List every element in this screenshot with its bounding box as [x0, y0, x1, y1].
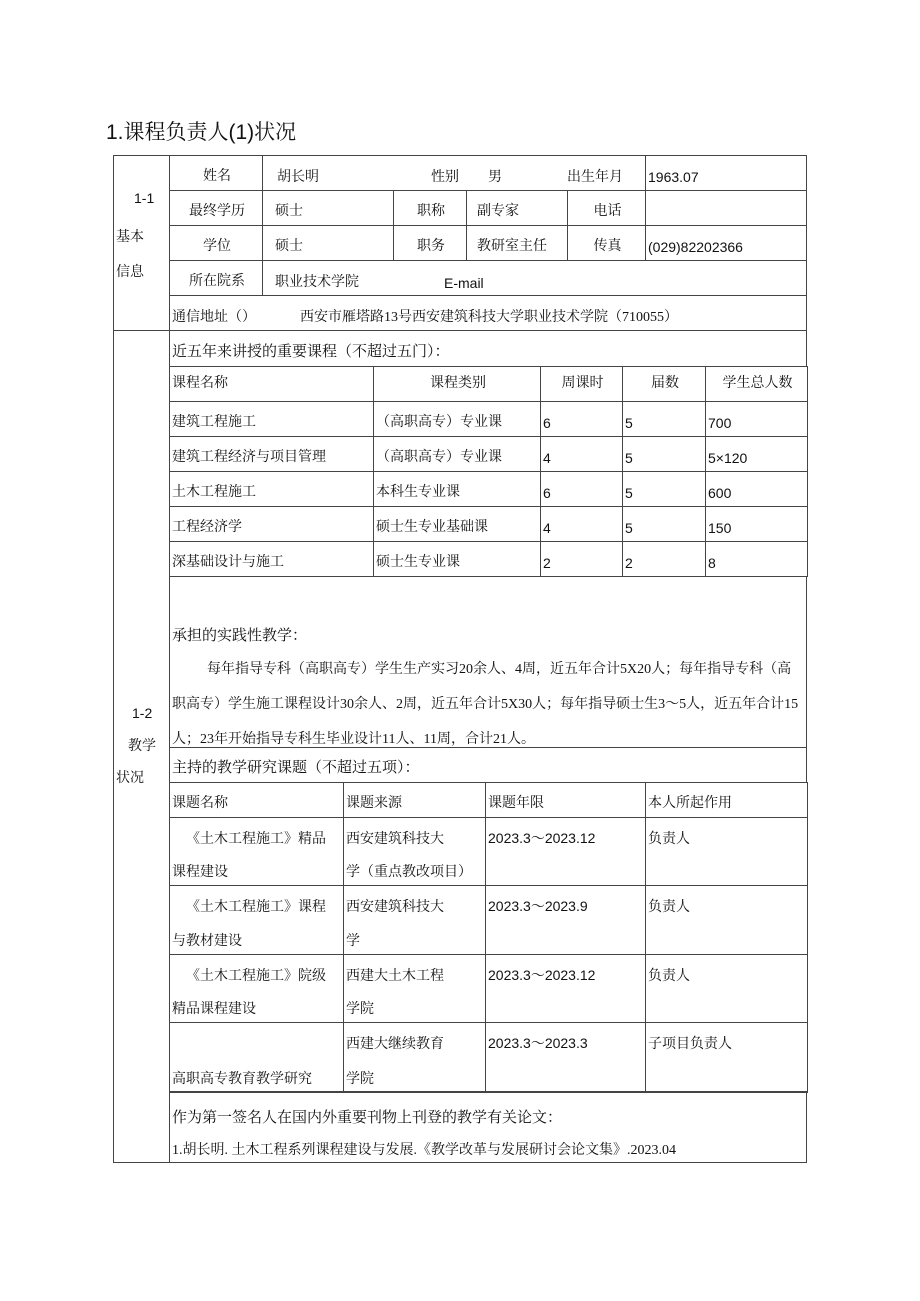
research-source-line: 学: [346, 934, 360, 949]
course-cell: 700: [705, 401, 808, 437]
birth-value: 1963.07: [645, 155, 807, 191]
research-role: 负责人: [648, 832, 690, 847]
course-header: 周课时: [540, 366, 623, 402]
dept-label: 所在院系: [169, 260, 263, 296]
position-label: 职务: [393, 225, 467, 261]
section-number: 1-1: [134, 190, 155, 206]
dept-email-cell: [262, 260, 807, 296]
research-period: 2023.3～2023.12: [488, 967, 596, 983]
course-header: 课程名称: [169, 366, 374, 402]
research-period-cell: [485, 1022, 646, 1093]
research-role: 子项目负责人: [648, 1037, 732, 1052]
name-value: 胡长明: [277, 170, 319, 185]
practice-heading: 承担的实践性教学：: [172, 628, 308, 644]
research-period-cell: [485, 954, 646, 1023]
section-label: 基本: [116, 230, 144, 245]
name-label: 姓名: [169, 155, 263, 191]
research-role-cell: [645, 885, 808, 955]
course-cell: 工程经济学: [169, 506, 374, 542]
fax-label: 传真: [567, 225, 646, 261]
research-header: 课题年限: [485, 782, 646, 818]
course-cell: 6: [540, 471, 623, 507]
research-source-line: 西建大继续教育: [346, 1037, 444, 1052]
research-period: 2023.3～2023.12: [488, 830, 596, 846]
research-heading: 主持的教学研究课题（不超过五项）：: [169, 747, 807, 783]
section-title: 1.课程负责人(1)状况: [106, 121, 297, 144]
course-header: 届数: [622, 366, 706, 402]
gender-label: 性别: [431, 170, 459, 185]
research-role-cell: [645, 1022, 808, 1093]
course-cell: 5: [622, 506, 706, 542]
research-source-cell: [343, 1022, 486, 1093]
research-role: 负责人: [648, 969, 690, 984]
paper-item: 1.胡长明. 土木工程系列课程建设与发展.《教学改革与发展研讨会论文集》.2023.04: [172, 1143, 676, 1158]
course-cell: （高职高专）专业课: [373, 401, 541, 437]
course-cell: 5×120: [705, 436, 808, 472]
research-source-line: 学院: [346, 1002, 374, 1017]
course-cell: 5: [622, 401, 706, 437]
degree-label: 学位: [169, 225, 263, 261]
course-cell: 4: [540, 436, 623, 472]
course-cell: 本科生专业课: [373, 471, 541, 507]
courses-heading: 近五年来讲授的重要课程（不超过五门）：: [169, 330, 807, 367]
research-name-line: 精品课程建设: [172, 1002, 256, 1017]
papers-cell: [169, 1091, 807, 1163]
phone-value: [645, 190, 807, 226]
research-source-cell: [343, 817, 486, 886]
research-name-line: 《土木工程施工》课程: [186, 900, 326, 915]
address-value: 西安市雁塔路13号西安建筑科技大学职业技术学院（710055）: [300, 310, 678, 325]
education-label: 最终学历: [169, 190, 263, 226]
research-period-cell: [485, 817, 646, 886]
research-name-cell: [169, 817, 344, 886]
course-cell: 2: [622, 541, 706, 577]
research-period: 2023.3～2023.3: [488, 1035, 588, 1051]
research-period-cell: [485, 885, 646, 955]
title-label: 职称: [393, 190, 467, 226]
research-role-cell: [645, 817, 808, 886]
research-name-line: 《土木工程施工》院级: [186, 969, 326, 984]
course-cell: 8: [705, 541, 808, 577]
papers-heading: 作为第一签名人在国内外重要刊物上刊登的教学有关论文：: [172, 1110, 563, 1126]
research-name-line: 课程建设: [172, 865, 228, 880]
section-label: 状况: [116, 771, 144, 786]
course-cell: 2: [540, 541, 623, 577]
research-name-line: 《土木工程施工》精品: [186, 832, 326, 847]
research-source-line: 西安建筑科技大: [346, 832, 444, 847]
section-number: 1-2: [132, 705, 153, 721]
course-cell: 150: [705, 506, 808, 542]
course-cell: 建筑工程经济与项目管理: [169, 436, 374, 472]
research-header: 本人所起作用: [645, 782, 808, 818]
research-role-cell: [645, 954, 808, 1023]
course-cell: 4: [540, 506, 623, 542]
research-name-cell: [169, 954, 344, 1023]
research-header: 课题名称: [169, 782, 344, 818]
research-name-line: 与教材建设: [172, 934, 242, 949]
address-row: [169, 295, 807, 331]
research-source-line: 西建大土木工程: [346, 969, 444, 984]
basic-info-label-cell: [113, 155, 170, 331]
course-cell: 硕士生专业基础课: [373, 506, 541, 542]
dept-value: 职业技术学院: [275, 275, 359, 290]
research-name-cell: [169, 1022, 344, 1093]
course-cell: 5: [622, 471, 706, 507]
fax-value: (029)82202366: [645, 225, 807, 261]
course-header: 课程类别: [373, 366, 541, 402]
teaching-label-cell: [113, 330, 170, 1163]
course-cell: （高职高专）专业课: [373, 436, 541, 472]
position-value: 教研室主任: [466, 225, 568, 261]
email-label: E-mail: [444, 275, 484, 291]
research-source-cell: [343, 954, 486, 1023]
degree-value: 硕士: [262, 225, 394, 261]
research-name-line: 高职高专教育教学研究: [172, 1072, 312, 1087]
section-label: 教学: [128, 739, 156, 754]
research-source-line: 学（重点教改项目）: [346, 865, 472, 880]
gender-value: 男: [488, 170, 502, 185]
research-role: 负责人: [648, 900, 690, 915]
course-header: 学生总人数: [705, 366, 808, 402]
course-cell: 深基础设计与施工: [169, 541, 374, 577]
research-source-line: 学院: [346, 1072, 374, 1087]
course-cell: 600: [705, 471, 808, 507]
research-header: 课题来源: [343, 782, 486, 818]
title-value: 副专家: [466, 190, 568, 226]
course-cell: 土木工程施工: [169, 471, 374, 507]
address-label: 通信地址（）: [172, 310, 256, 325]
name-gender-cell: [262, 155, 646, 191]
birth-label: 出生年月: [567, 170, 623, 185]
course-cell: 5: [622, 436, 706, 472]
practice-text: 每年指导专科（高职高专）学生生产实习20余人、4周，近五年合计5X20人；每年指导专科（高职高专）学生施工课程设计30余人、2周，近五年合计5X30人；每年指导硕士生3～5人，近五年合计15人；23年开始指导专科生毕业设计11人、11周，合计21人。: [172, 662, 799, 747]
course-cell: 6: [540, 401, 623, 437]
education-value: 硕士: [262, 190, 394, 226]
research-period: 2023.3～2023.9: [488, 898, 588, 914]
phone-label: 电话: [567, 190, 646, 226]
research-source-cell: [343, 885, 486, 955]
research-source-line: 西安建筑科技大: [346, 900, 444, 915]
research-name-cell: [169, 885, 344, 955]
course-cell: 硕士生专业课: [373, 541, 541, 577]
course-cell: 建筑工程施工: [169, 401, 374, 437]
section-label: 信息: [116, 265, 144, 280]
